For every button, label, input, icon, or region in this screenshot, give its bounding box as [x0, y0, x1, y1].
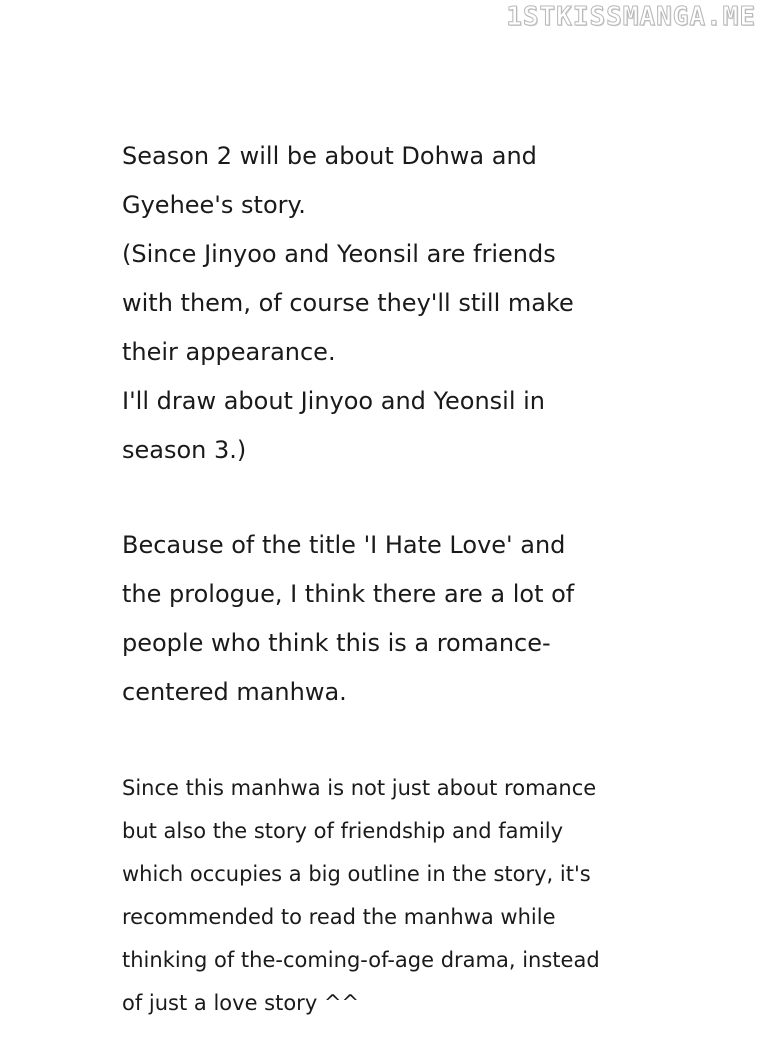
text-line: with them, of course they'll still make — [122, 289, 574, 317]
text-line: their appearance. — [122, 338, 336, 366]
text-line: season 3.) — [122, 436, 247, 464]
text-line: but also the story of friendship and family — [122, 819, 564, 843]
text-line: Since this manhwa is not just about romance — [122, 776, 597, 800]
text-line: Season 2 will be about Dohwa and — [122, 142, 537, 170]
text-line: centered manhwa. — [122, 678, 347, 706]
author-note-season-plan — [122, 132, 574, 475]
site-watermark: 1STKISSMANGA.ME — [506, 2, 756, 32]
text-line: of just a love story ^^ — [122, 991, 360, 1015]
text-line: (Since Jinyoo and Yeonsil are friends — [122, 240, 556, 268]
text-line: recommended to read the manhwa while — [122, 905, 556, 929]
text-line: the prologue, I think there are a lot of — [122, 580, 575, 608]
text-line: I'll draw about Jinyoo and Yeonsil in — [122, 387, 545, 415]
text-line: thinking of the-coming-of-age drama, instead — [122, 948, 600, 972]
text-line: people who think this is a romance- — [122, 629, 551, 657]
text-line: which occupies a big outline in the story, it's — [122, 862, 591, 886]
author-note-recommendation — [122, 767, 600, 1025]
author-note-title-misconception — [122, 521, 574, 717]
text-line: Gyehee's story. — [122, 191, 306, 219]
text-line: Because of the title 'I Hate Love' and — [122, 531, 566, 559]
